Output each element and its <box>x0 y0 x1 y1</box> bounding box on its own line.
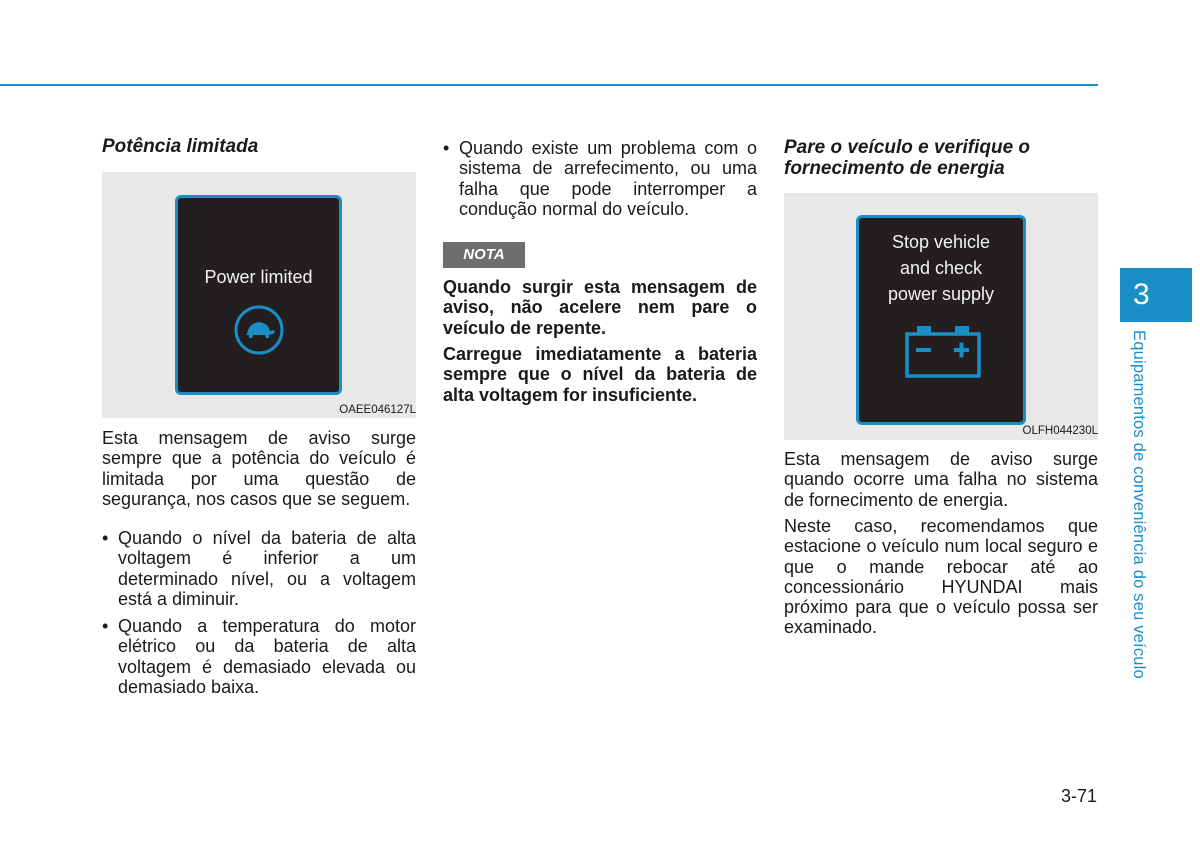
chapter-title <box>1129 330 1153 692</box>
cluster-display <box>175 195 342 395</box>
display-message: Power limited <box>204 267 313 287</box>
list-item: • Quando a temperatura do motor elétrico ou da bateria de alta voltagem é demasiado elevada ou demasiado baixa. <box>102 616 416 697</box>
section-heading-power-limited: Potência limitada <box>102 136 259 157</box>
chapter-title-text: Equipamentos de conveniência do seu veículo <box>1130 330 1148 679</box>
body-paragraph: Neste caso, recomendamos que estacione o veículo num local seguro e que o mande rebocar até ao concessionário HYUNDAI mais próximo para que o veículo possa ser examinado. <box>784 516 1098 638</box>
body-paragraph: Esta mensagem de aviso surge quando ocorre uma falha no sistema de fornecimento de energia. <box>784 449 1098 510</box>
figure-code: OLFH044230L <box>1022 425 1098 437</box>
section-heading-stop-vehicle: Pare o veículo e verifique o fornecimento de energia <box>784 137 1031 179</box>
note-paragraph: Quando surgir esta mensagem de aviso, não acelere nem pare o veículo de repente. <box>443 277 757 338</box>
display-message: Stop vehicle and check power supply <box>887 232 995 304</box>
list-item: • Quando existe um problema com o sistema de arrefecimento, ou uma falha que pode interromper a condução normal do veículo. <box>443 138 757 219</box>
turtle-icon <box>233 304 285 356</box>
list-item: • Quando o nível da bateria de alta voltagem é inferior a um determinado nível, ou a voltagem está a diminuir. <box>102 528 416 609</box>
battery-icon <box>905 326 981 378</box>
figure-stop-vehicle <box>784 193 1098 440</box>
intro-paragraph: Esta mensagem de aviso surge sempre que a potência do veículo é limitada por uma questão de segurança, nos casos que se seguem. <box>102 428 416 509</box>
page-number: 3-71 <box>1060 786 1097 806</box>
list-item-text: Quando a temperatura do motor elétrico ou da bateria de alta voltagem é demasiado elevada ou demasiado baixa. <box>118 616 416 697</box>
list-item-text: Quando o nível da bateria de alta voltagem é inferior a um determinado nível, ou a voltagem está a diminuir. <box>118 528 416 609</box>
chapter-tab <box>1120 268 1192 322</box>
figure-code: OAEE046127L <box>339 404 416 416</box>
top-rule <box>0 84 1098 86</box>
chapter-number: 3 <box>1133 278 1150 311</box>
figure-power-limited <box>102 172 416 418</box>
note-label: NOTA <box>443 242 525 268</box>
cluster-display <box>856 215 1026 425</box>
note-paragraph: Carregue imediatamente a bateria sempre que o nível da bateria de alta voltagem for insuficiente. <box>443 344 757 405</box>
list-item-text: Quando existe um problema com o sistema de arrefecimento, ou uma falha que pode interromper a condução normal do veículo. <box>459 138 757 219</box>
